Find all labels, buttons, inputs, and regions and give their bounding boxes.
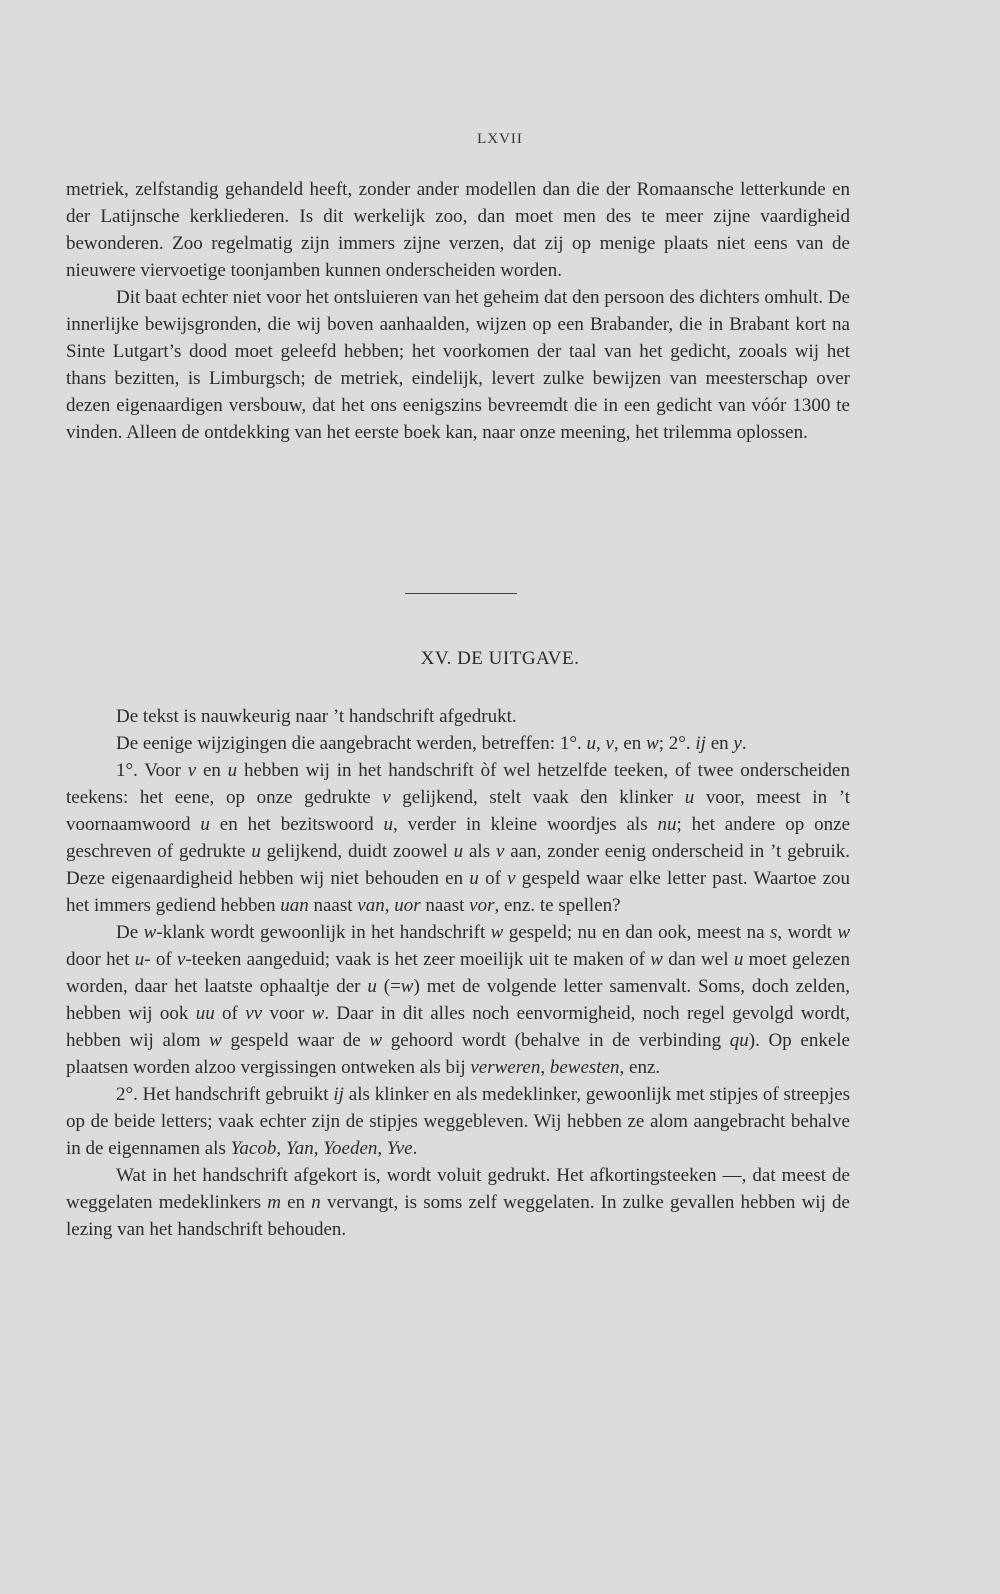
section-heading: XV. DE UITGAVE. bbox=[420, 648, 580, 669]
section-divider bbox=[405, 593, 517, 594]
page-number: LXVII bbox=[477, 131, 523, 147]
paragraph-4: De eenige wijzigingen die aangebracht werden, betreffen: 1°. u, v, en w; 2°. ij en y. bbox=[116, 733, 747, 754]
paragraph-6: De w-klank wordt gewoonlijk in het handschrift w gespeld; nu en dan ook, meest na s, wordt w door het u- of v-teeken aangeduid; vaak is het zeer moeilijk uit te maken of w dan wel u moet gelezen worden, daar het laatste ophaaltje der u (=w) met de volgende letter samenvalt. Soms, doch zelden, hebben wij ook uu of vv voor w. Daar in dit alles noch eenvormigheid, noch regel gevolgd wordt, hebben wij alom w gespeld waar de w gehoord wordt (behalve in de verbinding qu). Op enkele plaatsen worden alzoo vergissingen ontweken als bij verweren, bewesten, enz. bbox=[66, 922, 851, 1078]
paragraph-5: 1°. Voor v en u hebben wij in het handschrift òf wel hetzelfde teeken, of twee onderscheiden teekens: het eene, op onze gedrukte v gelijkend, stelt vaak den klinker u voor, meest in ’t voornaamwoord u en het bezitswoord u, verder in kleine woordjes als nu; het andere op onze geschreven of gedrukte u gelijkend, duidt zoowel u als v aan, zonder eenig onderscheid in ’t gebruik. Deze eigenaardigheid hebben wij niet behouden en u of v gespeld waar elke letter past. Waartoe zou het immers gediend hebben uan naast van, uor naast vor, enz. te spellen? bbox=[66, 760, 850, 916]
paragraph-2: Dit baat echter niet voor het ontsluieren van het geheim dat den persoon des dichters omhult. De innerlijke bewijsgronden, die wij boven aanhaalden, wijzen op een Brabander, die in Brabant kort na Sinte Lutgart’s dood moet geleefd hebben; het voorkomen der taal van het gedicht, zooals wij het thans bezitten, is Limburgsch; de metriek, eindelijk, levert zulke bewijzen van meesterschap over dezen eigenaardigen versbouw, dat het ons eenigszins bevreemdt die in een gedicht van vóór 1300 te vinden. Alleen de ontdekking van het eerste boek kan, naar onze meening, het trilemma oplossen. bbox=[66, 287, 850, 443]
text-block-uitgave bbox=[66, 703, 850, 1243]
paragraph-7: 2°. Het handschrift gebruikt ij als klinker en als medeklinker, gewoonlijk met stipjes of streepjes op de beide letters; vaak echter zijn de stipjes weggebleven. Wij hebben ze alom aangebracht behalve in de eigennamen als Yacob, Yan, Yoeden, Yve. bbox=[66, 1084, 850, 1159]
paragraph-1: metriek, zelfstandig gehandeld heeft, zonder ander modellen dan die der Romaansche letterkunde en der Latijnsche kerkliederen. Is dit werkelijk zoo, dan moet men des te meer zijne vaardigheid bewonderen. Zoo regelmatig zijn immers zijne verzen, dat zij op menige plaats niet eens van de nieuwere viervoetige toonjamben kunnen onderscheiden worden. bbox=[66, 179, 850, 281]
paragraph-3: De tekst is nauwkeurig naar ’t handschrift afgedrukt. bbox=[116, 706, 517, 727]
text-block-metriek bbox=[66, 176, 850, 446]
paragraph-8: Wat in het handschrift afgekort is, wordt voluit gedrukt. Het afkortingsteeken —, dat meest de weggelaten medeklinkers m en n vervangt, is soms zelf weggelaten. In zulke gevallen hebben wij de lezing van het handschrift behouden. bbox=[66, 1165, 850, 1240]
